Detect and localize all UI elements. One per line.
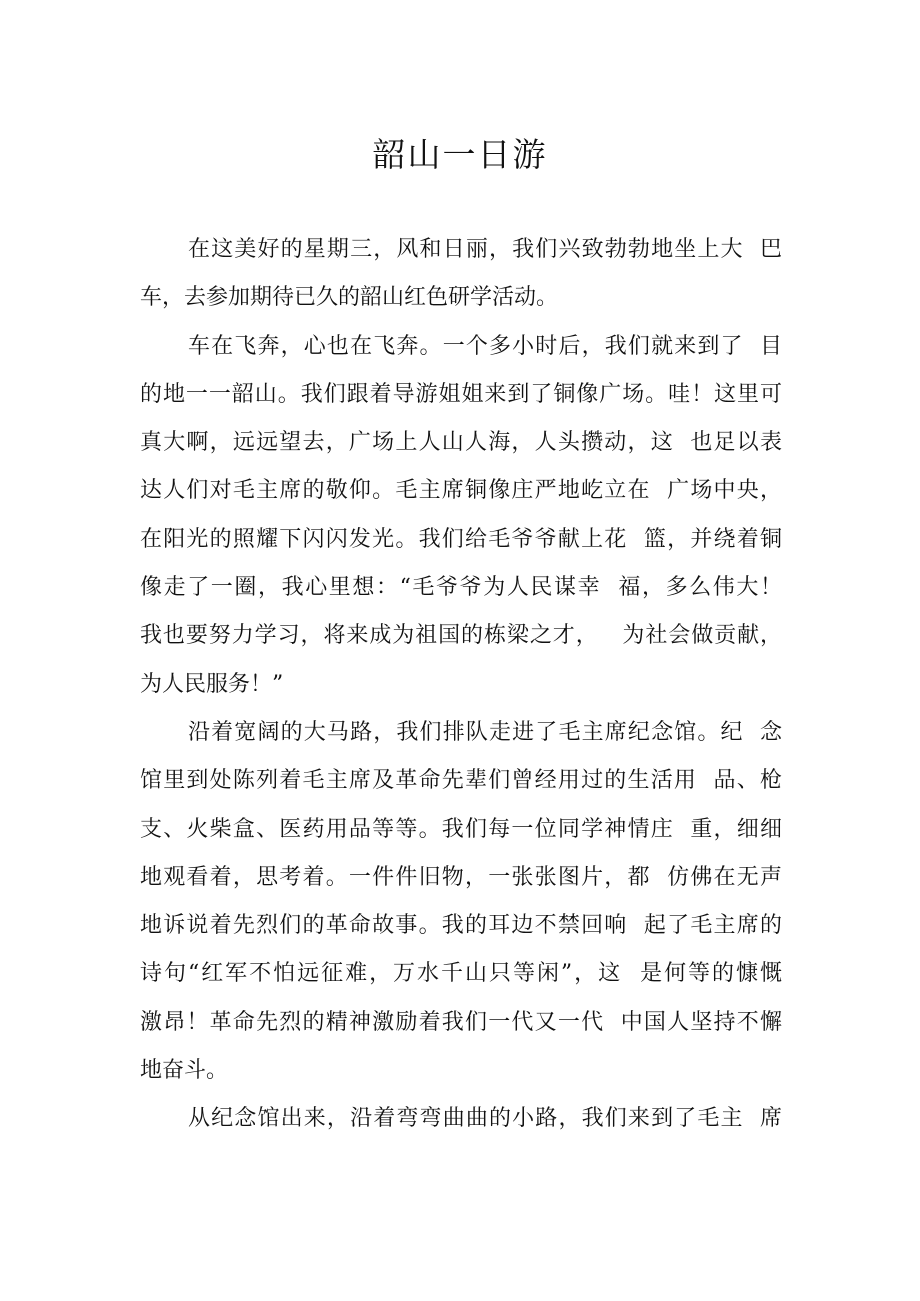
text-line: 的地一一韶山。我们跟着导游姐姐来到了铜像广场。哇！这里可 [140,381,782,407]
paragraph [140,1095,782,1143]
paragraph [140,226,782,323]
text-line: 沿着宽阔的大马路，我们排队走进了毛主席纪念馆。纪 念 [188,719,782,745]
text-line: 馆里到处陈列着毛主席及革命先辈们曾经用过的生活用 品、枪 [140,768,782,794]
text-line: 为人民服务！” [140,671,284,697]
text-line: 地奋斗。 [140,1058,229,1084]
text-line: 达人们对毛主席的敬仰。毛主席铜像庄严地屹立在 广场中央， [140,478,782,504]
document-title: 韶山一日游 [372,135,548,174]
document-body [140,226,782,1144]
text-line: 我也要努力学习，将来成为祖国的栋梁之才， 为社会做贡献， [140,623,782,649]
text-line: 从纪念馆出来，沿着弯弯曲曲的小路，我们来到了毛主 席 [188,1106,782,1132]
text-line: 诗句“红军不怕远征难，万水千山只等闲”，这 是何等的慷慨 [140,961,782,987]
text-line: 支、火柴盒、医药用品等等。我们每一位同学神情庄 重，细细 [140,816,782,842]
paragraph [140,323,782,709]
text-line: 在阳光的照耀下闪闪发光。我们给毛爷爷献上花 篮，并绕着铜 [140,526,782,552]
text-line: 激昂！革命先烈的精神激励着我们一代又一代 中国人坚持不懈 [140,1009,782,1035]
text-line: 车在飞奔，心也在飞奔。一个多小时后，我们就来到了 目 [188,333,782,359]
text-line: 像走了一圈，我心里想：“毛爷爷为人民谋幸 福，多么伟大！ [140,575,782,601]
text-line: 地诉说着先烈们的革命故事。我的耳边不禁回响 起了毛主席的 [140,913,782,939]
text-line: 地观看着，思考着。一件件旧物，一张张图片，都 仿佛在无声 [140,864,782,890]
text-line: 真大啊，远远望去，广场上人山人海，人头攒动，这 也足以表 [140,430,782,456]
text-line: 车，去参加期待已久的韶山红色研学活动。 [140,285,559,311]
text-line: 在这美好的星期三，风和日丽，我们兴致勃勃地坐上大 巴 [188,237,782,262]
paragraph [140,709,782,1095]
